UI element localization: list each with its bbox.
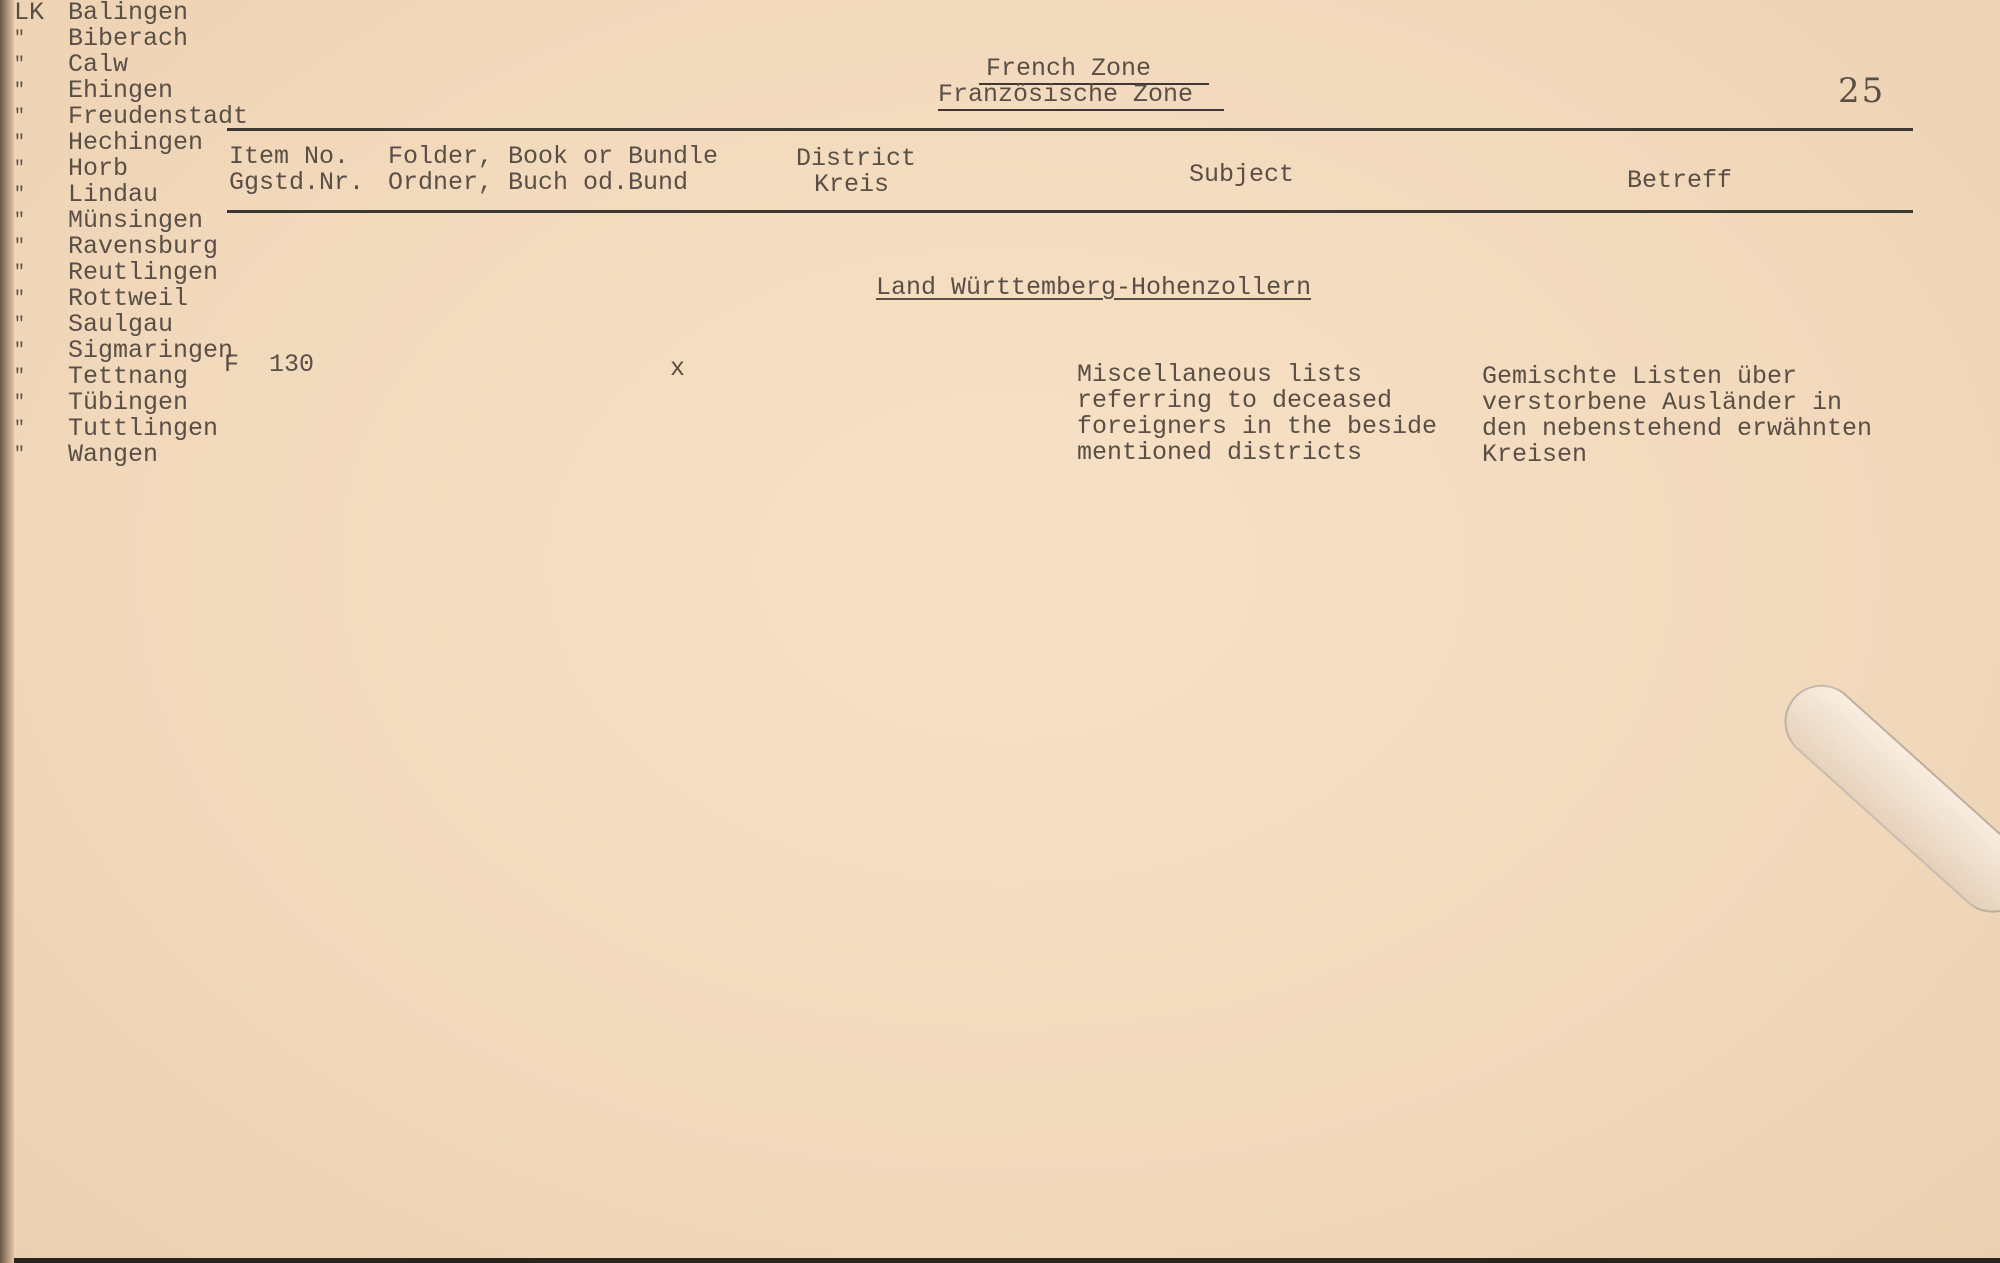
district-row (14, 338, 2000, 364)
district-row (14, 104, 2000, 130)
betreff-line: Gemischte Listen über (1482, 362, 1798, 391)
district-row (14, 438, 2000, 469)
col-betreff: Betreff (1627, 166, 1733, 195)
district-name: Lindau (68, 180, 159, 209)
page-binding-edge (0, 0, 14, 1263)
district-name: Freudenstadt (68, 102, 249, 131)
district-name: Reutlingen (68, 258, 219, 287)
col-folder-de: Ordner, Buch od.Bund (388, 168, 689, 197)
district-prefix: LK (14, 0, 45, 27)
subject-line: foreigners in the beside (1077, 412, 1438, 441)
section-heading: Land Württemberg-Hohenzollern (876, 273, 1312, 302)
subject-line: referring to deceased (1077, 386, 1393, 415)
district-row (14, 234, 2000, 260)
zone-title-german: Französische Zone (938, 80, 1194, 109)
district-row (14, 260, 2000, 286)
subject-line: Miscellaneous lists (1077, 360, 1363, 389)
ditto-mark: " (14, 185, 25, 205)
betreff-line: den nebenstehend erwähnten (1482, 414, 1873, 443)
district-row (14, 208, 2000, 234)
district-name: Ravensburg (68, 232, 219, 261)
col-district-de: Kreis (814, 170, 890, 199)
district-row (14, 312, 2000, 338)
page-number: 25 (1838, 71, 1886, 111)
ditto-mark: " (14, 341, 25, 361)
district-name: Biberach (68, 24, 189, 53)
ditto-mark: " (14, 367, 25, 387)
district-name: Calw (68, 50, 129, 79)
district-name: Wangen (68, 440, 159, 469)
district-row (14, 52, 2000, 78)
subject-line: mentioned districts (1077, 438, 1363, 467)
col-item-no-en: Item No. (229, 142, 350, 171)
district-name: Horb (68, 154, 129, 183)
ditto-mark: " (14, 81, 25, 101)
district-name: Hechingen (68, 128, 204, 157)
district-name: Ehingen (68, 76, 174, 105)
col-folder-en: Folder, Book or Bundle (388, 142, 719, 171)
ditto-mark: " (14, 55, 25, 75)
folder-mark: x (670, 354, 686, 383)
district-name: Tübingen (68, 388, 189, 417)
district-row (14, 130, 2000, 156)
ditto-mark: " (14, 211, 25, 231)
tweezers-glare (1769, 670, 2000, 928)
district-name: Rottweil (68, 284, 189, 313)
ditto-mark: " (14, 29, 25, 49)
district-name: Saulgau (68, 310, 174, 339)
district-row (14, 0, 2000, 26)
district-row (14, 71, 2000, 111)
ditto-mark: " (14, 159, 25, 179)
district-row (14, 156, 2000, 182)
ditto-mark: " (14, 289, 25, 309)
betreff-line: Kreisen (1482, 440, 1588, 469)
ditto-mark: " (14, 237, 25, 257)
item-number: F 130 (224, 350, 315, 379)
district-row (14, 26, 2000, 52)
document-page (14, 0, 2000, 1258)
col-district-en: District (796, 144, 917, 173)
zone-title-english: French Zone (986, 54, 1152, 83)
ditto-mark: " (14, 107, 25, 127)
district-name: Tettnang (68, 362, 189, 391)
ditto-mark: " (14, 445, 25, 465)
ditto-mark: " (14, 315, 25, 335)
ditto-mark: " (14, 393, 25, 413)
district-row (14, 182, 2000, 208)
ditto-mark: " (14, 263, 25, 283)
col-item-no-de: Ggstd.Nr. (229, 168, 365, 197)
betreff-line: verstorbene Ausländer in (1482, 388, 1843, 417)
district-name: Balingen (68, 0, 189, 27)
district-row (14, 286, 2000, 312)
ditto-mark: " (14, 133, 25, 153)
district-name: Sigmaringen (68, 336, 234, 365)
district-name: Tuttlingen (68, 414, 219, 443)
district-name: Münsingen (68, 206, 204, 235)
col-subject: Subject (1189, 160, 1295, 189)
ditto-mark: " (14, 419, 25, 439)
